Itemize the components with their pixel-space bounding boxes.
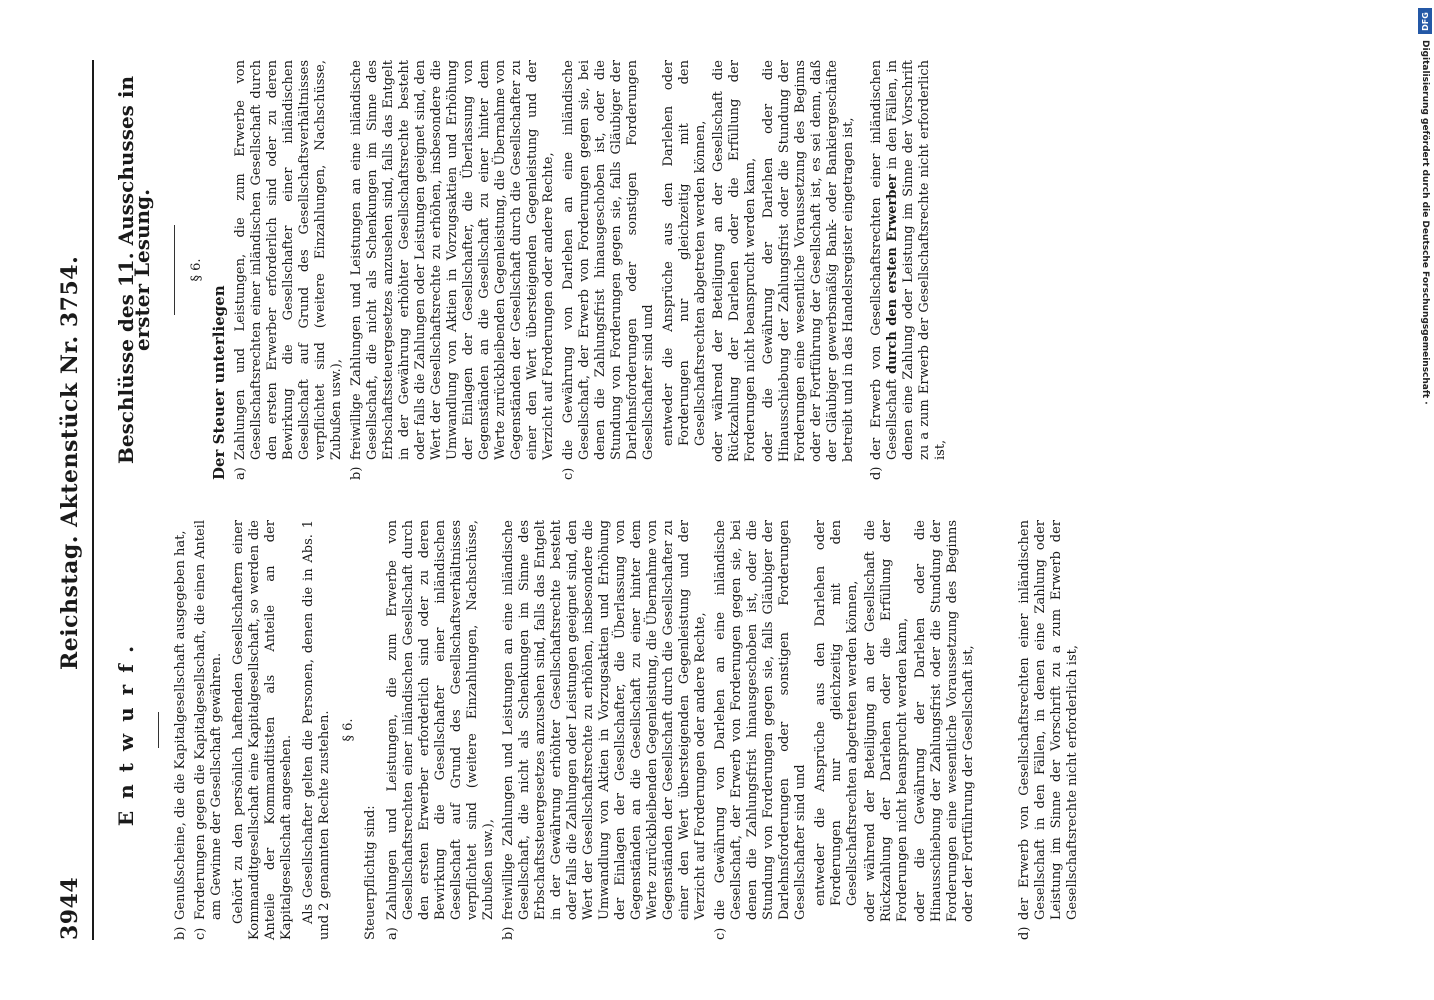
sub-paragraph: entweder die Ansprüche aus den Darlehen oder Forderungen nur gleichzeitig mit den Gesellschaftsrechten abgetreten werden können, — [661, 60, 708, 446]
item-text-part: in den Fällen, in denen eine Zahlung oder Leistung im Sinne der Vorschrift zu a zum Erwerb der Gesellschaftsrechte nicht erforderlich ist, — [885, 60, 948, 460]
item-text-emphasis: durch den ersten Erwerber — [885, 174, 900, 374]
header-title: Reichstag. Aktenstück Nr. 3754. — [57, 255, 83, 670]
item-label: c) — [713, 927, 728, 940]
page-number: 3944 — [57, 876, 83, 940]
list-item — [869, 60, 949, 480]
section-lead: Steuerpflichtig sind: — [363, 805, 378, 940]
sub-paragraph: oder während der Beteiligung an der Gesellschaft die Rückzahlung der Darlehen oder die Erfüllung der Forderungen nicht beansprucht werden kann, — [711, 60, 758, 462]
item-label: a) — [233, 467, 248, 480]
item-text: Genußscheine, die die Kapitalgesellschaft ausgegeben hat, — [173, 530, 188, 920]
item-text: Forderungen gegen die Kapitalgesellschaft, die einen Anteil am Gewinne der Gesellschaft gewähren. — [193, 520, 224, 920]
list-item — [233, 60, 345, 480]
section-heading: § 6. — [189, 258, 204, 282]
item-text: die Gewährung von Darlehen an eine inländische Gesellschaft, der Erwerb von Forderungen gegen sie, bei denen die Zahlungsfrist hinausgeschoben ist, oder die Stundung von Forderungen gegen sie, falls Gläubiger der Darlehnsforderungen oder sonstigen Forderungen Gesellschafter sind und — [561, 60, 656, 460]
header-rule — [92, 60, 94, 940]
watermark-text: Digitalisierung gefördert durch die Deutsche Forschungsgemeinschaft · — [1420, 40, 1430, 405]
digitization-watermark — [1418, 8, 1432, 608]
sub-paragraph: oder während der Beteiligung an der Gesellschaft die Rückzahlung der Darlehen oder die Erfüllung der Forderungen nicht beansprucht werden kann, — [863, 520, 910, 922]
list-item — [193, 520, 225, 940]
item-text: Zahlungen und Leistungen, die zum Erwerbe von Gesellschaftsrechten einer inländischen Gesellschaft durch den ersten Erwerber erforderlich sind oder zu deren Bewirkung die Gesellschafter einer inländischen Gesellschaft auf Grund des Gesellschaftsverhältnisses verpflichtet sind (weitere Einzahlungen, Nachschüsse, Zubußen usw.), — [233, 60, 344, 460]
list-item — [561, 60, 657, 480]
paragraph: Gehört zu den persönlich haftenden Gesellschaftern einer Kommanditgesellschaft eine Kapitalgesellschaft, so werden die Anteile der Kommanditisten als Anteile an der Kapitalgesellschaft angesehen. — [231, 520, 294, 940]
list-item — [385, 520, 497, 940]
column-title-entwurf: Entwurf. — [114, 633, 138, 827]
item-label: c) — [193, 927, 208, 940]
divider — [158, 712, 159, 748]
item-label: a) — [385, 927, 400, 940]
sub-paragraph: oder die Gewährung der Darlehen oder die Hinausschiebung der Zahlungsfrist oder die Stundung der Forderungen eine wesentliche Voraussetzung des Beginns oder der Fortführung der Gesellschaft ist, — [913, 520, 976, 922]
column-entwurf — [114, 520, 1085, 940]
dfg-logo-text: DFG — [1420, 11, 1430, 31]
dfg-logo-icon — [1418, 8, 1432, 34]
item-text-part: der Erwerb von Gesellschaftsrechten einer inländischen Gesellschaft — [869, 60, 900, 460]
item-text: freiwillige Zahlungen und Leistungen an eine inländische Gesellschaft, die nicht als Schenkungen im Sinne des Erbschaftssteuergesetzes anzusehen sind, falls das Entgelt in der Gewährung erhöhter Gesellschaftsrechte besteht oder falls die Zahlungen oder Leistungen geeignet sind, den Wert der Gesellschaftsrechte zu erhöhen, insbesondere die Umwandlung von Aktien in Vorzugsaktien und Erhöhung der Einlagen der Gesellschafter, die Überlassung von Gegenständen an die Gesellschaft zu einer hinter dem Werte zurückbleibenden Gegenleistung, die Übernahme von Gegenständen der Gesellschaft durch die Gesellschafter zu einer den Wert übersteigenden Gegenleistung und der Verzicht auf Forderungen oder andere Rechte, — [501, 520, 708, 920]
item-text: der Erwerb von Gesellschaftsrechten einer inländischen Gesellschaft in den Fällen, in denen eine Zahlung oder Leistung im Sinne der Vorschrift zu a zum Erwerb der Gesellschaftsrechte nicht erforderlich ist, — [1017, 520, 1080, 920]
list-item — [1017, 520, 1081, 940]
divider — [174, 225, 175, 315]
item-label: b) — [501, 926, 516, 940]
item-label: b) — [173, 926, 188, 940]
item-text: freiwillige Zahlungen und Leistungen an eine inländische Gesellschaft, die nicht als Schenkungen im Sinne des Erbschaftssteuergesetzes anzusehen sind, falls das Entgelt in der Gewährung erhöhter Gesellschaftsrechte besteht oder falls die Zahlungen oder Leistungen geeignet sind, den Wert der Gesellschaftsrechte zu erhöhen, insbesondere die Umwandlung von Aktien in Vorzugsaktien und Erhöhung der Einlagen der Gesellschafter, die Überlassung von Gegenständen an die Gesellschaft zu einer hinter dem Werte zurückbleibenden Gegenleistung, die Übernahme von Gegenständen der Gesellschaft durch die Gesellschafter zu einer den Wert übersteigenden Gegenleistung und der Verzicht auf Forderungen oder andere Rechte, — [349, 60, 556, 460]
column-title-beschluesse: Beschlüsse des 11. Ausschusses in erster Lesung. — [114, 75, 154, 465]
item-label: b) — [349, 466, 364, 480]
section-heading: § 6. — [341, 718, 356, 742]
page-header — [55, 60, 95, 940]
list-item — [173, 520, 189, 940]
list-item — [501, 520, 709, 940]
column-beschluesse — [114, 60, 953, 480]
list-item — [349, 60, 557, 480]
watermark-text-strip — [1418, 40, 1432, 600]
paragraph: Als Gesellschafter gelten die Personen, denen die in Abs. 1 und 2 genannten Rechte zustehen. — [301, 520, 332, 940]
item-label: d) — [869, 466, 884, 480]
sub-paragraph: entweder die Ansprüche aus den Darlehen oder Forderungen nur gleichzeitig mit den Gesellschaftsrechten abgetreten werden können, — [813, 520, 860, 906]
list-item — [713, 520, 809, 940]
section-lead: Der Steuer unterliegen — [210, 285, 228, 480]
item-text — [869, 60, 948, 460]
item-text: Zahlungen und Leistungen, die zum Erwerbe von Gesellschaftsrechten einer inländischen Gesellschaft durch den ersten Erwerber erforderlich sind oder zu deren Bewirkung die Gesellschafter einer inländischen Gesellschaft auf Grund des Gesellschaftsverhältnisses verpflichtet sind (weitere Einzahlungen, Nachschüsse, Zubußen usw.), — [385, 520, 496, 920]
sub-paragraph: oder die Gewährung der Darlehen oder die Hinausschiebung der Zahlungsfrist oder die Stundung der Forderungen eine wesentliche Voraussetzung des Beginns oder der Fortführung der Gesellschaft ist, es sei denn, daß der Gläubiger gewerbsmäßig Bank- oder Bankiergeschäfte betreibt und in das Handelsregister eingetragen ist, — [761, 60, 856, 462]
item-label: c) — [561, 467, 576, 480]
item-label: d) — [1017, 926, 1032, 940]
item-text: die Gewährung von Darlehen an eine inländische Gesellschaft, der Erwerb von Forderungen gegen sie, bei denen die Zahlungsfrist hinausgeschoben ist, oder die Stundung von Forderungen gegen sie, falls Gläubiger der Darlehnsforderungen oder sonstigen Forderungen Gesellschafter sind und — [713, 520, 808, 920]
